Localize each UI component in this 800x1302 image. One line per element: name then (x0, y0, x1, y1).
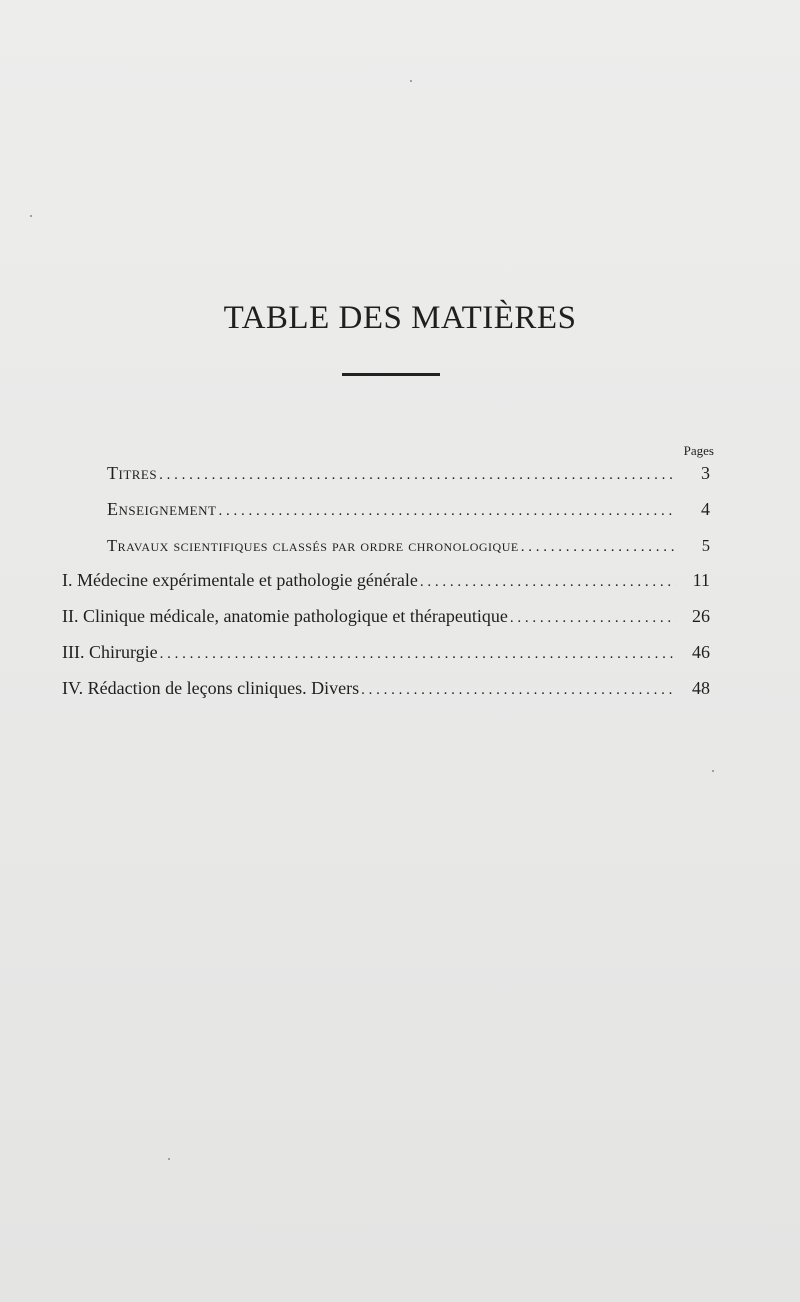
paper-speck (30, 215, 32, 217)
toc-entry-page: 48 (692, 678, 710, 698)
paper-speck (712, 770, 714, 772)
toc-entry-travaux (107, 536, 710, 556)
toc-entry-chirurgie (62, 642, 710, 663)
toc-entry-label: IV. Rédaction de leçons cliniques. Divers (62, 678, 360, 698)
toc-entry-page: 11 (692, 570, 710, 590)
toc-entry-page: 4 (701, 499, 710, 519)
toc-entry-page: 3 (701, 463, 710, 483)
dot-leader (510, 610, 676, 627)
dot-leader (420, 574, 676, 591)
toc-entry-label: II. Clinique médicale, anatomie pathologique et thérapeutique (62, 606, 508, 626)
toc-entry-page: 26 (692, 606, 710, 626)
toc-entry-medecine-experimentale (62, 570, 710, 591)
toc-entry-clinique-medicale (62, 606, 710, 627)
toc-entry-label: III. Chirurgie (62, 642, 158, 662)
dot-leader (160, 646, 676, 663)
dot-leader (361, 682, 676, 699)
toc-entry-label: I. Médecine expérimentale et pathologie générale (62, 570, 418, 590)
toc-entry-page: 46 (692, 642, 710, 662)
toc-entry-redaction (62, 678, 710, 699)
pages-column-label: Pages (683, 443, 714, 458)
dot-leader (218, 503, 676, 520)
paper-speck (168, 1158, 170, 1160)
dot-leader (521, 539, 676, 556)
dot-leader (159, 467, 676, 484)
title-rule (342, 373, 440, 376)
toc-entry-page: 5 (701, 536, 710, 555)
toc-entry-enseignement (107, 499, 710, 520)
toc-entry-titres (107, 463, 710, 484)
toc-entry-label: Travaux scientifiques classés par ordre chronologique (107, 536, 519, 555)
page-title: TABLE DES MATIÈRES (223, 300, 577, 336)
paper-speck (410, 80, 412, 82)
toc-entry-label: Titres (107, 463, 158, 483)
toc-entry-label: Enseignement (107, 499, 217, 519)
